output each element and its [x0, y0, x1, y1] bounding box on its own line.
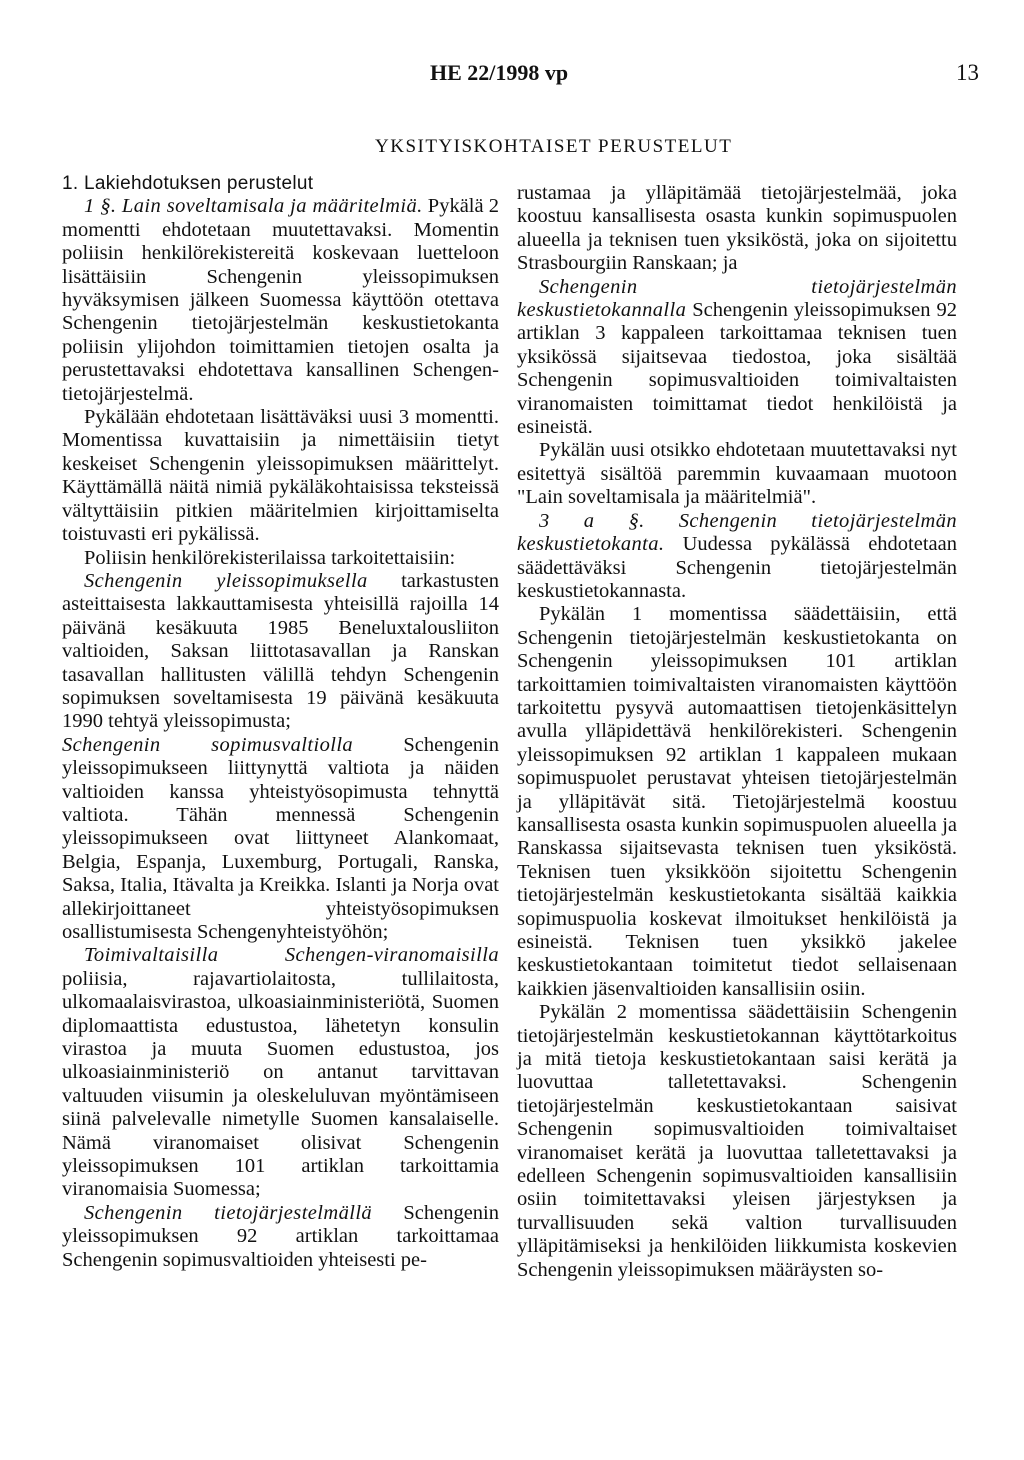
- paragraph: [62, 195, 499, 406]
- section-label: 3 a §. Schengenin tietojärjestelmän keskustietokanta.: [517, 509, 957, 556]
- definition-term: Schengenin tietojärjestelmällä: [84, 1201, 373, 1224]
- paragraph-text: Uudessa pykälässä ehdotetaan säädettäväksi Schengenin tietojärjestelmän keskustietokannasta.: [517, 533, 957, 602]
- document-header-title: HE 22/1998 vp: [430, 60, 569, 85]
- definition-text: Schengenin yleissopimukseen liittynyttä valtiota ja näiden valtioiden kanssa yhteistyösopimusta tehnyttä valtiota. Tähän mennessä Schengenin yleissopimukseen ovat liittyneet Alankomaat, Belgia, Espanja, Luxemburg, Portugali, Ranska, Saksa, Italia, Itävalta ja Kreikka. Islanti ja Norja ovat allekirjoittaneet yhteistyösopimuksen osallistumisesta Schengenyhteistyöhön;: [62, 733, 499, 943]
- right-column: [517, 182, 957, 1282]
- paragraph: Pykälän 2 momentissa säädettäisiin Schengenin tietojärjestelmän keskustietokannan käyttötarkoitus ja mitä tietoja keskustietokantaan saisi kerätä ja luovuttaa talletettavaksi. Schengenin tietojärjestelmän keskustietokantaan saisivat Schengenin sopimusvaltioiden toimivaltaiset viranomaiset kerätä ja luovuttaa talletettavaksi ja edelleen Schengenin sopimusvaltioiden kansallisiin osiin toimitettavaksi yleisen järjestyksen ja turvallisuuden sekä valtion turvallisuuden ylläpitämiseksi ja henkilöiden liikkumista koskevien Schengenin yleissopimuksen määräysten so-: [517, 1001, 957, 1281]
- paragraph: Pykälän 1 momentissa säädettäisiin, että Schengenin tietojärjestelmän keskustietokanta on Schengenin yleissopimuksen 101 artiklan tarkoittamien toimivaltaisten viranomaisten käyttöön tarkoitettu pysyvä automaattisen tietojenkäsittelyn avulla ylläpidettävä henkilörekisteri. Schengenin yleissopimuksen 92 artiklan 1 kappaleen mukaan sopimuspuolet perustavat yhteisen tietojärjestelmän ja ylläpitävät sitä. Tietojärjestelmä koostuu kansallisesta osasta kunkin sopimuspuolen alueella ja Ranskassa sijaitsevasta teknisen tuen yksiköstä. Teknisen tuen yksikköön sijoitettu Schengenin tietojärjestelmän keskustietokanta sisältää kaikkia sopimuspuolia koskevat ilmoitukset henkilöistä ja esineistä. Teknisen tuen yksikkö jakelee keskustietokantaan toimitetut tiedot sellaisenaan kaikkien jäsenvaltioiden kansallisiin osiin.: [517, 603, 957, 1000]
- definition: [62, 944, 499, 1201]
- definition-text: Schengenin yleissopimuksen 92 artiklan tarkoittamaa Schengenin sopimusvaltioiden yhteisesti pe-: [62, 1201, 499, 1271]
- subheading: 1. Lakiehdotuksen perustelut: [62, 173, 314, 194]
- paragraph: Poliisin henkilörekisterilaissa tarkoitettaisiin:: [84, 546, 456, 569]
- definition: [517, 276, 957, 440]
- left-column: [62, 172, 499, 1272]
- page-number: 13: [956, 60, 979, 85]
- paragraph-text: Pykälä 2 momentti ehdotetaan muutettavaksi. Momentin poliisin henkilörekistereitä koskevaan luetteloon lisättäisiin Schengenin yleissopimuksen hyväksymisen jälkeen Suomessa käyttöön otettava Schengenin tietojärjestelmän keskustietokanta poliisin ylijohdon toimittamien tietojen osalta ja perustettavaksi ehdotettava kansallinen Schengen-tietojärjestelmä.: [62, 195, 499, 405]
- definition-term: Schengenin sopimusvaltiolla: [62, 733, 354, 756]
- paragraph: Pykälään ehdotetaan lisättäväksi uusi 3 momentti. Momentissa kuvattaisiin ja nimettäisiin tietyt keskeiset Schengenin yleissopimuksen määrittelyt. Käyttämällä näitä nimiä pykäläkohtaisissa teksteissä vältyttäisiin pitkien määritelmien kirjoittamiselta toistuvasti eri pykälissä.: [62, 406, 499, 546]
- definition: [62, 1202, 499, 1272]
- definition-term: Schengenin yleissopimuksella: [84, 569, 368, 592]
- section-title: YKSITYISKOHTAISET PERUSTELUT: [375, 136, 733, 157]
- definition-text: tarkastusten asteittaisesta lakkauttamisesta yhteisillä rajoilla 14 päivänä kesäkuuta 1985 Beneluxtalousliiton valtioiden, Saksan liittotasavallan ja Ranskan tasavallan hallitusten välillä tehdyn Schengenin sopimuksen soveltamisesta 19 päivänä kesäkuuta 1990 tehtyä yleissopimusta;: [62, 569, 499, 733]
- definition: [62, 734, 499, 945]
- definition-term: Schengenin tietojärjestelmän keskustietokannalla: [517, 275, 957, 322]
- section-label: 1 §. Lain soveltamisala ja määritelmiä.: [84, 195, 423, 218]
- paragraph: [517, 510, 957, 604]
- definition-text: Schengenin yleissopimuksen 92 artiklan 3 kappaleen tarkoittamaa teknisen tuen yksikössä sijaitsevaa tiedostoa, joka sisältää Schengenin sopimusvaltioiden toimivaltaisten viranomaisten toimittamat tiedot henkilöistä ja esineistä.: [517, 299, 957, 439]
- paragraph: rustamaa ja ylläpitämää tietojärjestelmää, joka koostuu kansallisesta osasta kunkin sopimuspuolen alueella ja teknisen tuen yksiköstä, joka on sijoitettu Strasbourgiin Ranskaan; ja: [517, 182, 957, 275]
- definition: [62, 570, 499, 734]
- definition-term: Toimivaltaisilla Schengen-viranomaisilla: [84, 944, 499, 967]
- paragraph: Pykälän uusi otsikko ehdotetaan muutettavaksi nyt esitettyä sisältöä paremmin kuvaamaan muotoon "Lain soveltamisala ja määritelmiä".: [517, 439, 957, 509]
- definition-text: poliisia, rajavartiolaitosta, tullilaitosta, ulkomaalaisvirastoa, ulkoasiainministeriötä, Suomen diplomaattista edustustoa, lähetetyn konsulin virastoa ja muuta Suomen edustustoa, jos ulkoasiainministeriö on antanut tarvittavan valtuuden viisumin ja oleskeluluvan myöntämiseen siinä palvelevalle nimetylle Suomen kansalaiselle. Nämä viranomaiset olisivat Schengenin yleissopimuksen 101 artiklan tarkoittamia viranomaisia Suomessa;: [62, 967, 499, 1201]
